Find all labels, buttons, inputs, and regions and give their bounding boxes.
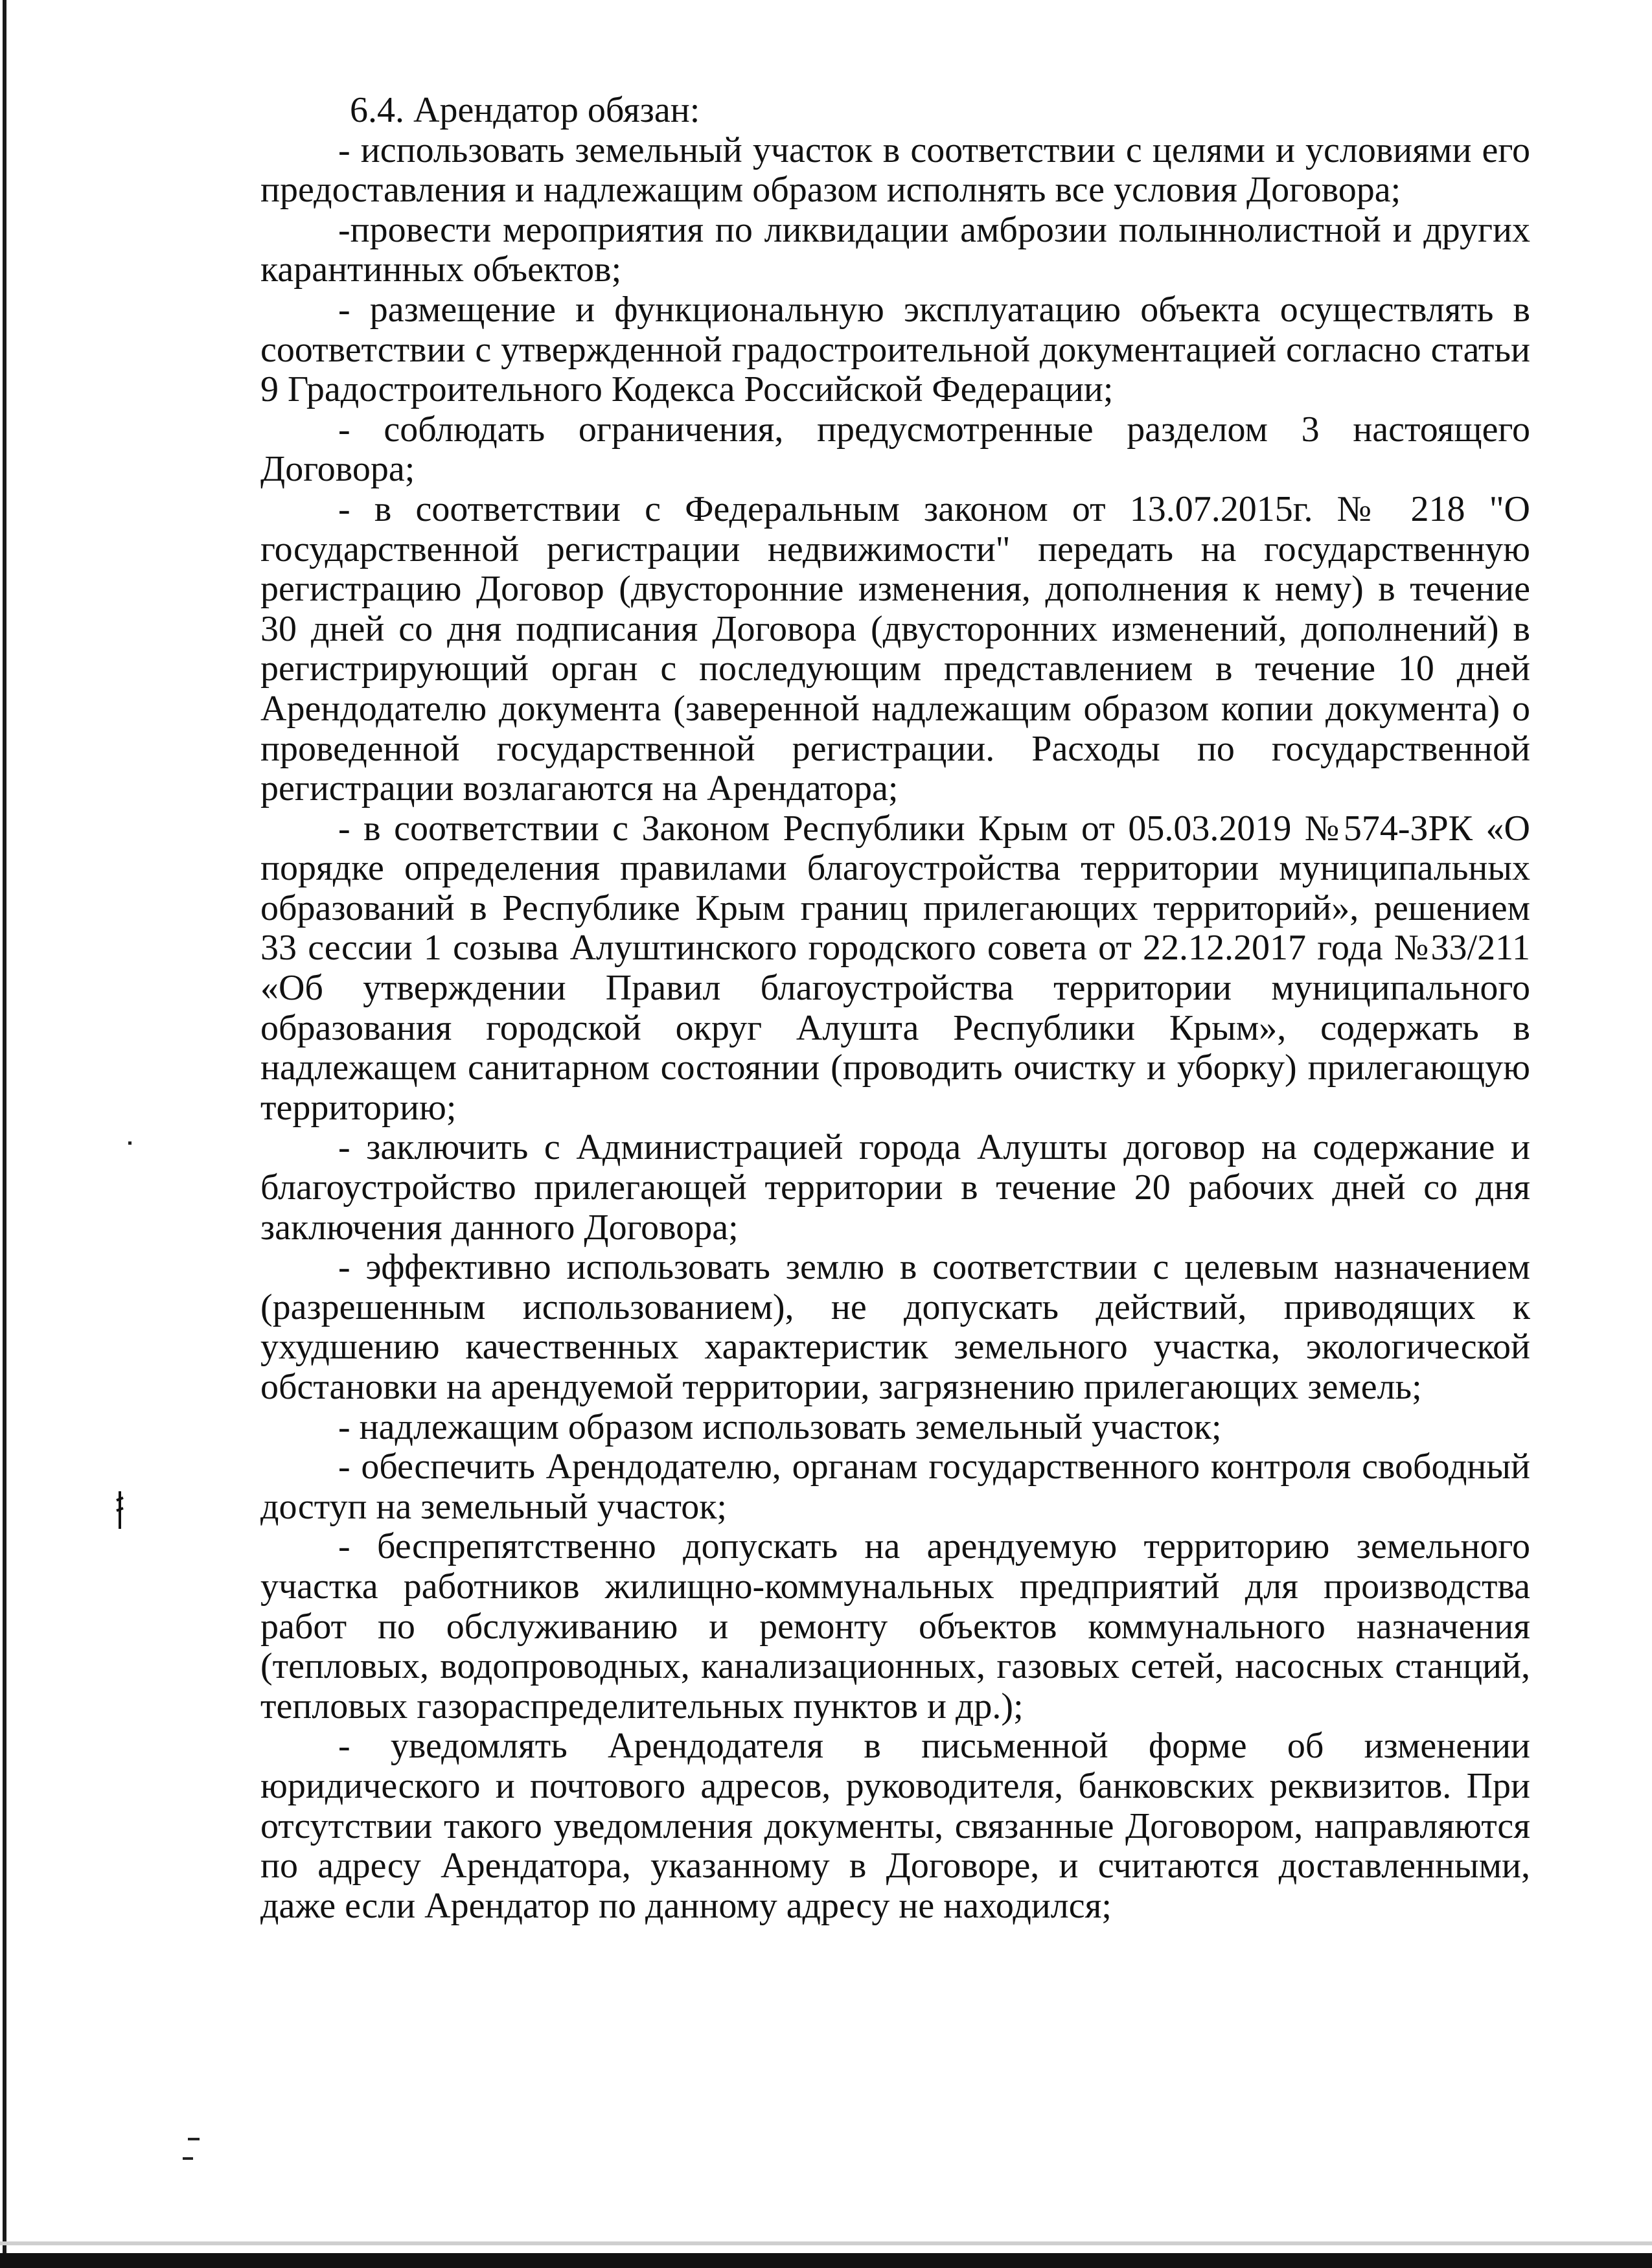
obligation-paragraph: - эффективно использовать землю в соответствии с целевым назначением (разрешенным использованием), не допускать действий, приводящих к ухудшению качественных характеристик земельного участка, экологической обстановки на арендуемой территории, загрязнению прилегающих земель; <box>260 1247 1530 1407</box>
obligation-paragraph: - обеспечить Арендодателю, органам государственного контроля свободный доступ на земельный участок; <box>260 1447 1530 1527</box>
obligation-paragraph: - беспрепятственно допускать на арендуемую территорию земельного участка работников жилищно-коммунальных предприятий для производства работ по обслуживанию и ремонту объектов коммунального назначения (тепловых, водопроводных, канализационных, газовых сетей, насосных станций, тепловых газораспределительных пунктов и др.); <box>260 1526 1530 1726</box>
clause-heading: 6.4. Арендатор обязан: <box>350 90 700 130</box>
scan-bottom-shadow <box>0 2241 1652 2245</box>
obligation-paragraph: - заключить с Администрацией города Алушты договор на содержание и благоустройство прилегающей территории в течение 20 рабочих дней со дня заключения данного Договора; <box>260 1127 1530 1248</box>
binding-hole-mark <box>115 1491 124 1529</box>
scan-left-edge <box>3 0 6 2268</box>
contract-clause-6-4 <box>260 91 1530 1926</box>
obligation-paragraph: - размещение и функциональную эксплуатацию объекта осуществлять в соответствии с утвержденной градостроительной документацией согласно статьи 9 Градостроительного Кодекса Российской Федерации; <box>260 289 1530 410</box>
obligation-paragraph: - в соответствии с Законом Республики Крым от 05.03.2019 №574-ЗРК «О порядке определения правилами благоустройства территории муниципальных образований в Республике Крым границ прилегающих территорий», решением 33 сессии 1 созыва Алуштинского городского совета от 22.12.2017 года №33/211 «Об утверждении Правил благоустройства территории муниципального образования городской округ Алушта Республики Крым», содержать в надлежащем санитарном состоянии (проводить очистку и уборку) прилегающую территорию; <box>260 808 1530 1128</box>
obligation-paragraph: - надлежащим образом использовать земельный участок; <box>338 1406 1222 1447</box>
obligation-paragraph: - уведомлять Арендодателя в письменной форме об изменении юридического и почтового адресов, руководителя, банковских реквизитов. При отсутствии такого уведомления документы, связанные Договором, направляются по адресу Арендатора, указанному в Договоре, и считаются доставленными, даже если Арендатор по данному адресу не находился; <box>260 1726 1530 1926</box>
obligation-paragraph: - в соответствии с Федеральным законом от 13.07.2015г. № 218 "О государственной регистрации недвижимости" передать на государственную регистрацию Договор (двусторонние изменения, дополнения к нему) в течение 30 дней со дня подписания Договора (двусторонних изменений, дополнений) в регистрирующий орган с последующим представлением в течение 10 дней Арендодателю документа (заверенной надлежащим образом копии документа) о проведенной государственной регистрации. Расходы по государственной регистрации возлагаются на Арендатора; <box>260 488 1530 809</box>
obligation-paragraph: -провести мероприятия по ликвидации амброзии полыннолистной и других карантинных объектов; <box>260 209 1530 290</box>
obligation-paragraph: - использовать земельный участок в соответствии с целями и условиями его предоставления и надлежащим образом исполнять все условия Договора; <box>260 130 1530 211</box>
scan-speck <box>188 2138 200 2140</box>
obligation-paragraph: - соблюдать ограничения, предусмотренные разделом 3 настоящего Договора; <box>260 409 1530 490</box>
scan-bottom-edge <box>0 2253 1652 2268</box>
scan-speck <box>128 1141 132 1145</box>
scan-speck <box>183 2157 193 2160</box>
